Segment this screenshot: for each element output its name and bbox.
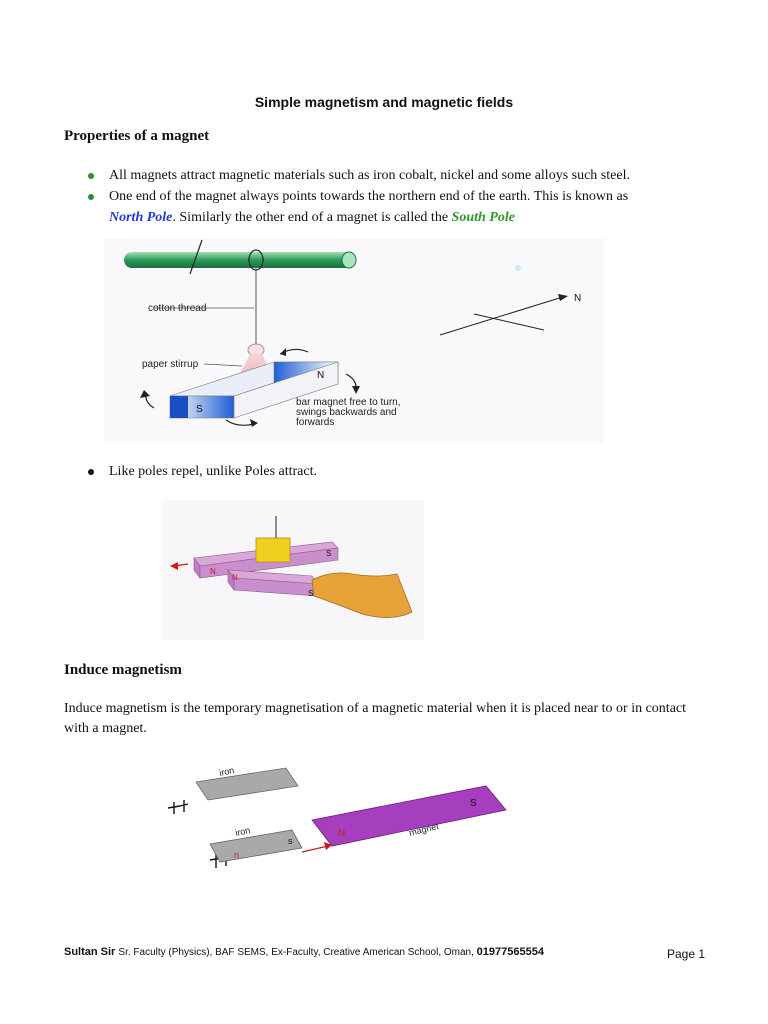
description-line: bar magnet free to turn, (296, 397, 401, 408)
rod-end (342, 252, 356, 268)
list-item (64, 186, 724, 228)
support-rod (124, 252, 354, 268)
cotton-thread-label: cotton thread (148, 303, 207, 314)
iron-label: iron (218, 765, 236, 778)
magnet-n-label: N (210, 567, 216, 576)
magnet-label: magnet (408, 820, 440, 838)
description-line: swings backwards and (296, 407, 397, 418)
iron-n-label: n (234, 850, 240, 860)
yellow-stirrup (256, 538, 290, 562)
like-poles-figure (162, 500, 424, 640)
author-details: Sr. Faculty (Physics), BAF SEMS, Ex-Faculty, Creative American School, Oman, (118, 947, 477, 958)
induced-magnetism-figure (160, 756, 522, 880)
magnet-s-label: S (196, 404, 203, 415)
smudge (515, 265, 521, 271)
magnet-n-label: N (338, 828, 346, 839)
bullet-text: All magnets attract magnetic materials such as iron cobalt, nickel and some alloys such steel. (109, 168, 630, 183)
section-heading-induce: Induce magnetism (64, 662, 182, 678)
magnet-s-label: S (326, 549, 332, 558)
iron-s-label: s (288, 836, 293, 846)
bullet-text: . Similarly the other end of a magnet is called the (172, 210, 452, 225)
section-heading-properties: Properties of a magnet (64, 128, 210, 144)
poles-list (64, 461, 724, 482)
south-pole-term: South Pole (451, 210, 515, 225)
north-pole-term: North Pole (109, 210, 173, 225)
properties-list (64, 165, 724, 228)
suspended-magnet-figure (104, 238, 604, 443)
author-phone: 01977565554 (476, 946, 544, 958)
page-title: Simple magnetism and magnetic fields (254, 94, 514, 110)
bullet-text: One end of the magnet always points towards the northern end of the earth. This is known as (109, 189, 629, 204)
page-number: Page 1 (667, 947, 706, 961)
magnet-n-label: N (232, 573, 238, 582)
footer-author (64, 946, 544, 958)
paper-stirrup-label: paper stirrup (142, 359, 199, 370)
induce-paragraph: Induce magnetism is the temporary magnetisation of a magnetic material when it is placed near to or in contact with a magnet. (64, 701, 687, 736)
compass-n-label: N (574, 293, 582, 304)
magnet-s-label: S (308, 589, 314, 598)
magnet-n-label: N (317, 370, 325, 381)
list-item (64, 165, 724, 186)
south-end-cap (170, 396, 188, 418)
author-name: Sultan Sir (64, 946, 116, 958)
description-line: forwards (296, 417, 335, 428)
iron-label: iron (234, 825, 252, 838)
list-item (64, 461, 724, 482)
magnet-s-label: S (470, 798, 477, 809)
bullet-text: Like poles repel, unlike Poles attract. (109, 464, 317, 479)
